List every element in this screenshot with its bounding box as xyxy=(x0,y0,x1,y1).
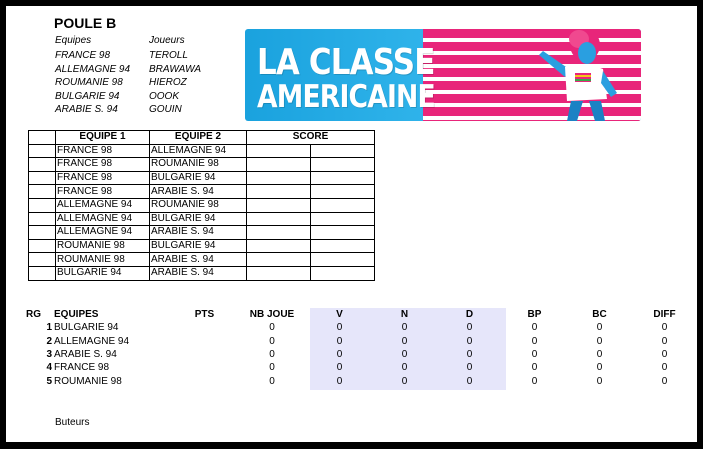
matches-header-blank xyxy=(29,131,56,145)
team-name: ARABIE S. 94 xyxy=(54,349,117,361)
header-d: D xyxy=(465,309,474,321)
score-cell-2[interactable] xyxy=(311,212,375,226)
banner-figure-icon xyxy=(521,29,641,121)
match-team1: FRANCE 98 xyxy=(56,158,150,172)
played: 0 xyxy=(269,335,275,347)
score-cell-1[interactable] xyxy=(247,239,311,253)
match-team2: BULGARIE 94 xyxy=(150,212,247,226)
draws: 0 xyxy=(401,322,408,334)
match-team1: ALLEMAGNE 94 xyxy=(56,226,150,240)
teams-header: Equipes xyxy=(55,35,92,46)
player-item: HIEROZ xyxy=(149,77,187,88)
match-team1: ALLEMAGNE 94 xyxy=(56,212,150,226)
score-cell-2[interactable] xyxy=(311,266,375,280)
team-item: ROUMANIE 98 xyxy=(55,77,123,88)
draws: 0 xyxy=(401,362,408,374)
table-row xyxy=(29,158,375,172)
player-item: BRAWAWA xyxy=(149,63,202,75)
table-row xyxy=(26,361,697,374)
table-row xyxy=(29,212,375,226)
team-name: FRANCE 98 xyxy=(54,362,110,374)
standings-header-row xyxy=(26,308,697,321)
score-cell-1[interactable] xyxy=(247,185,311,199)
goals-against: 0 xyxy=(596,322,603,334)
match-team2: ROUMANIE 98 xyxy=(150,158,247,172)
played: 0 xyxy=(269,375,275,387)
score-cell-2[interactable] xyxy=(311,144,375,158)
header-equipes: EQUIPES xyxy=(54,309,99,321)
match-team1: FRANCE 98 xyxy=(56,171,150,185)
goals-against: 0 xyxy=(596,362,603,374)
header-rg: RG xyxy=(26,309,41,321)
score-cell-2[interactable] xyxy=(311,198,375,212)
score-cell-1[interactable] xyxy=(247,226,311,240)
goals-against: 0 xyxy=(596,335,603,347)
goal-diff: 0 xyxy=(661,362,668,374)
match-team1: FRANCE 98 xyxy=(56,185,150,199)
score-cell-2[interactable] xyxy=(311,253,375,267)
score-cell-1[interactable] xyxy=(247,171,311,185)
losses: 0 xyxy=(466,349,473,361)
rank: 5 xyxy=(46,375,52,387)
player-item: GOUIN xyxy=(149,104,182,115)
losses: 0 xyxy=(466,322,473,334)
goal-diff: 0 xyxy=(661,349,668,361)
players-list xyxy=(149,49,201,117)
goal-diff: 0 xyxy=(661,375,668,387)
wins: 0 xyxy=(336,375,343,387)
rank: 2 xyxy=(46,335,52,347)
goals-for: 0 xyxy=(531,362,538,374)
header-bc: BC xyxy=(592,309,607,321)
score-cell-1[interactable] xyxy=(247,212,311,226)
draws: 0 xyxy=(401,335,408,347)
banner-title-line2: AMERICAINE xyxy=(257,79,435,115)
header-equipe1: EQUIPE 1 xyxy=(56,131,150,145)
table-row xyxy=(29,253,375,267)
rank: 1 xyxy=(46,322,52,334)
player-item: TEROLL xyxy=(149,50,188,61)
table-row xyxy=(26,348,697,361)
draws: 0 xyxy=(401,375,408,387)
table-row xyxy=(29,239,375,253)
pool-title: POULE B xyxy=(54,15,117,31)
matches-table xyxy=(28,130,375,281)
goals-against: 0 xyxy=(596,349,603,361)
team-name: ALLEMAGNE 94 xyxy=(54,335,130,347)
header-diff: DIFF xyxy=(653,309,676,321)
table-row xyxy=(29,171,375,185)
player-item: OOOK xyxy=(149,90,180,102)
points xyxy=(172,361,237,374)
match-team2: ARABIE S. 94 xyxy=(150,226,247,240)
points xyxy=(172,348,237,361)
goals-for: 0 xyxy=(531,335,538,347)
rank: 4 xyxy=(46,362,52,374)
played: 0 xyxy=(269,349,275,361)
match-team1: ALLEMAGNE 94 xyxy=(56,198,150,212)
header-v: V xyxy=(336,309,343,321)
table-row xyxy=(26,374,697,387)
wins: 0 xyxy=(336,322,343,334)
team-item: ARABIE S. 94 xyxy=(55,104,118,115)
table-row xyxy=(29,198,375,212)
table-row xyxy=(26,321,697,334)
match-team1: BULGARIE 94 xyxy=(56,266,150,280)
points xyxy=(172,321,237,334)
played: 0 xyxy=(269,322,275,334)
goal-diff: 0 xyxy=(661,335,668,347)
team-name: BULGARIE 94 xyxy=(54,322,119,334)
wins: 0 xyxy=(336,335,343,347)
header-pts: PTS xyxy=(194,309,215,321)
table-row xyxy=(26,335,697,348)
table-row xyxy=(29,226,375,240)
score-cell-2[interactable] xyxy=(311,171,375,185)
score-cell-2[interactable] xyxy=(311,185,375,199)
header-score: SCORE xyxy=(247,131,375,145)
draws: 0 xyxy=(401,349,408,361)
score-cell-2[interactable] xyxy=(311,226,375,240)
points xyxy=(172,335,237,348)
match-team1: FRANCE 98 xyxy=(56,144,150,158)
score-cell-2[interactable] xyxy=(311,239,375,253)
match-team2: ALLEMAGNE 94 xyxy=(150,144,247,158)
banner-title-line1: LA CLASSE xyxy=(257,42,435,83)
match-team2: ROUMANIE 98 xyxy=(150,198,247,212)
wins: 0 xyxy=(336,362,343,374)
scorers-label: Buteurs xyxy=(55,417,90,428)
header-nb-joue: NB JOUE xyxy=(249,309,295,321)
match-team1: ROUMANIE 98 xyxy=(56,239,150,253)
la-classe-americaine-banner xyxy=(245,29,641,121)
match-team2: ARABIE S. 94 xyxy=(150,266,247,280)
matches-header-row xyxy=(29,131,375,145)
team-item: FRANCE 98 xyxy=(55,50,111,61)
goals-for: 0 xyxy=(531,349,538,361)
table-row xyxy=(29,185,375,199)
rank: 3 xyxy=(46,349,52,361)
match-team2: BULGARIE 94 xyxy=(150,239,247,253)
header-bp: BP xyxy=(527,309,542,321)
header-n: N xyxy=(400,309,409,321)
team-item: BULGARIE 94 xyxy=(55,90,120,102)
losses: 0 xyxy=(466,362,473,374)
points xyxy=(172,374,237,387)
players-header: Joueurs xyxy=(149,35,185,46)
team-name: ROUMANIE 98 xyxy=(54,375,122,387)
match-team2: ARABIE S. 94 xyxy=(150,253,247,267)
header-equipe2: EQUIPE 2 xyxy=(150,131,247,145)
goals-for: 0 xyxy=(531,322,538,334)
losses: 0 xyxy=(466,335,473,347)
match-team2: BULGARIE 94 xyxy=(150,171,247,185)
goals-against: 0 xyxy=(596,375,603,387)
score-cell-2[interactable] xyxy=(311,158,375,172)
spreadsheet-sheet xyxy=(6,6,697,442)
played: 0 xyxy=(269,362,275,374)
score-cell-1[interactable] xyxy=(247,158,311,172)
table-row xyxy=(29,266,375,280)
score-cell-1[interactable] xyxy=(247,253,311,267)
score-cell-1[interactable] xyxy=(247,144,311,158)
wins: 0 xyxy=(336,349,343,361)
team-item: ALLEMAGNE 94 xyxy=(55,63,131,75)
losses: 0 xyxy=(466,375,473,387)
match-team2: ARABIE S. 94 xyxy=(150,185,247,199)
table-row xyxy=(29,144,375,158)
score-cell-1[interactable] xyxy=(247,266,311,280)
goals-for: 0 xyxy=(531,375,538,387)
teams-list xyxy=(55,49,130,117)
goal-diff: 0 xyxy=(661,322,668,334)
match-team1: ROUMANIE 98 xyxy=(56,253,150,267)
standings-table xyxy=(26,308,697,388)
score-cell-1[interactable] xyxy=(247,198,311,212)
